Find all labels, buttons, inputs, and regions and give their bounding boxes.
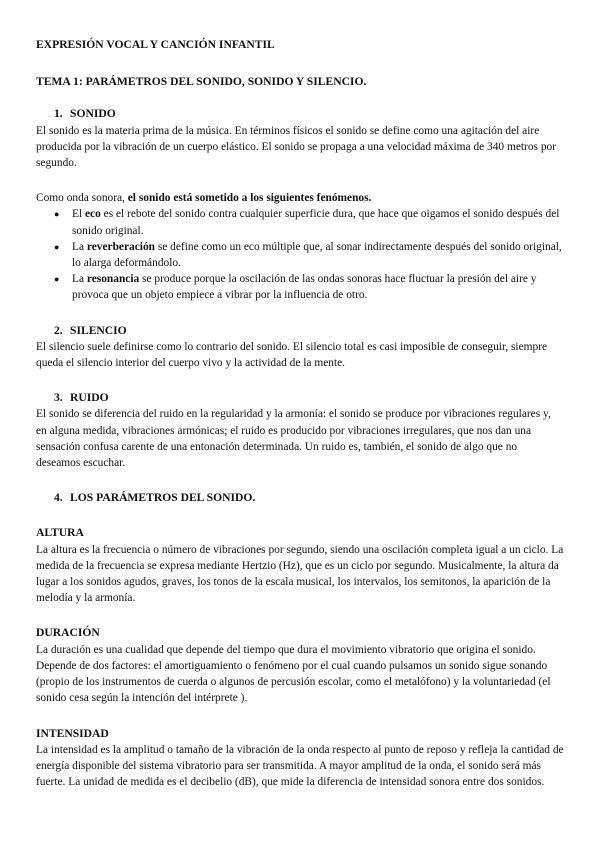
list-item-eco — [36, 206, 564, 238]
section-title: SILENCIO — [70, 323, 127, 337]
paragraph-sonido: El sonido es la materia prima de la música. En términos físicos el sonido se define como una agitación del aire producida por la vibración de un cuerpo elástico. El sonido se propaga a una velocidad máxima de 340 metros por segundo. — [36, 124, 557, 170]
section-title: SONIDO — [70, 107, 116, 121]
list-item-resonancia — [36, 271, 564, 303]
section-heading-ruido — [36, 390, 564, 406]
list-item-reverberacion — [36, 239, 564, 271]
list-item-text: es el rebote del sonido contra cualquier superficie dura, que hace que oigamos el sonido después del sonido original. — [72, 208, 560, 237]
list-item-text: La — [72, 273, 87, 286]
topic-heading: TEMA 1: PARÁMETROS DEL SONIDO, SONIDO Y SILENCIO. — [36, 75, 367, 89]
section-number: 2. — [54, 323, 63, 337]
intro-bold-text: el sonido está sometido a los siguientes fenómenos. — [127, 192, 372, 205]
subsection-heading-altura: ALTURA — [36, 526, 84, 540]
intro-text: Como onda sonora, — [36, 192, 128, 205]
section-number: 1. — [54, 107, 63, 121]
section-heading-sonido — [36, 106, 564, 122]
subsection-heading-duracion: DURACIÓN — [36, 626, 100, 640]
list-item-term: reverberación — [86, 240, 155, 253]
bullet-icon: ● — [54, 209, 60, 220]
section-title: LOS PARÁMETROS DEL SONIDO. — [70, 491, 256, 505]
list-item-term: eco — [84, 208, 101, 221]
bullet-icon: ● — [54, 274, 60, 285]
section-heading-parametros — [36, 490, 564, 506]
list-item-text: se produce porque la oscilación de las ondas sonoras hace fluctuar la presión del aire y provoca que un objeto empiece a vibrar por la influencia de otro. — [72, 273, 537, 302]
bullet-icon: ● — [54, 241, 60, 252]
paragraph-phenomena-intro — [36, 190, 564, 206]
list-item-text: El — [72, 208, 85, 221]
document-title: EXPRESIÓN VOCAL Y CANCIÓN INFANTIL — [36, 38, 275, 51]
section-number: 3. — [54, 391, 63, 405]
list-item-term: resonancia — [86, 273, 140, 286]
paragraph-ruido: El sonido se diferencia del ruido en la regularidad y la armonía: el sonido se produce por vibraciones regulares y, en alguna medida, vibraciones armónicas; el ruido es producido por vibraciones irregulares, que nos dan una sensación confusa carente de una entonación determinada. Un ruido es, también, el sonido de algo que no deseamos escuchar. — [36, 408, 551, 470]
list-item-text: La — [72, 240, 87, 253]
subsection-heading-intensidad: INTENSIDAD — [36, 726, 109, 740]
section-number: 4. — [54, 491, 63, 505]
section-title: RUIDO — [70, 391, 109, 405]
paragraph-intensidad: La intensidad es la amplitud o tamaño de la vibración de la onda respecto al punto de reposo y refleja la cantidad de energía disponible del sistema vibratorio para ser transmitida. A mayor amplitud de la onda, el sonido será más fuerte. La unidad de medida es el decibelio (dB), que mide la diferencia de intensidad sonora entre dos sonidos. — [36, 743, 564, 789]
phenomena-list — [36, 206, 564, 303]
section-heading-silencio — [36, 323, 564, 339]
list-item-text: se define como un eco múltiple que, al sonar indirectamente después del sonido original, lo alarga deformándolo. — [72, 240, 562, 270]
document-body — [36, 37, 564, 790]
paragraph-duracion: La duración es una cualidad que depende del tiempo que dura el movimiento vibratorio que origina el sonido. Depende de dos factores: el amortiguamiento o fenómeno por el cual cuando pulsamos un sonido sigue sonando (propio de los instrumentos de cuerda o algunos de percusión escolar, como el metalófono) y la voluntariedad (el sonido cesa según la intención del intérprete ). — [36, 643, 551, 705]
paragraph-altura: La altura es la frecuencia o número de vibraciones por segundo, siendo una oscilación completa igual a un ciclo. La medida de la frecuencia se expresa mediante Hertzio (Hz), que es un ciclo por segundo. Musicalmente, la altura da lugar a los sonidos agudos, graves, los tonos de la escala musical, los intervalos, los semitonos, la aparición de la melodía y la armonía. — [36, 543, 564, 605]
paragraph-silencio: El silencio suele definirse como lo contrario del sonido. El silencio total es casi imposible de conseguir, siempre queda el silencio interior del cuerpo vivo y la actividad de la mente. — [36, 340, 548, 370]
